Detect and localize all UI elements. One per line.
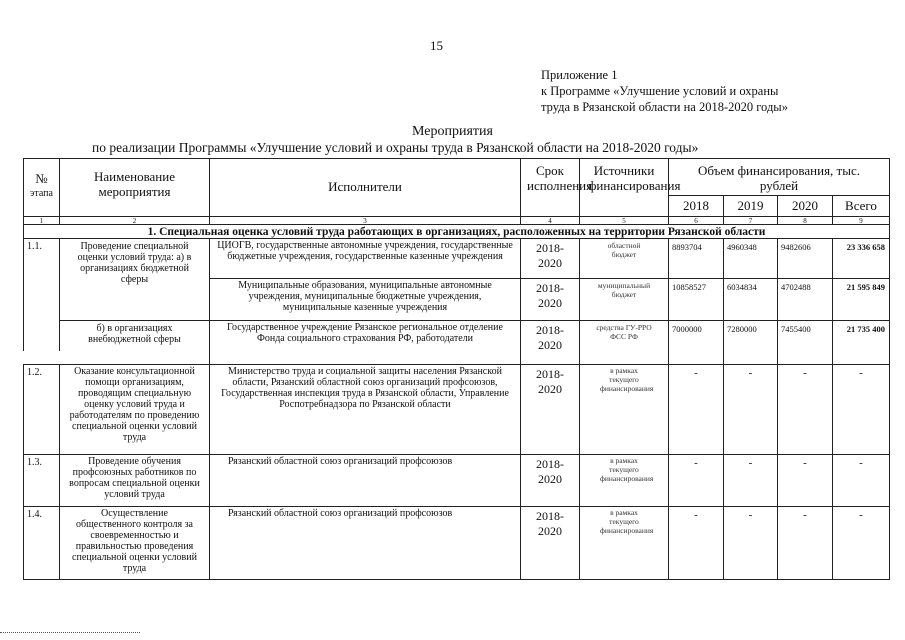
row-1-1-mun-2019: 6034834 <box>724 278 778 320</box>
appendix-note <box>541 67 871 115</box>
row-1-3-2019: - <box>724 454 778 506</box>
header-funding: Объем финансирования, тыс. рублей <box>669 158 890 195</box>
row-1-3-executor: Рязанский областной союз организаций профсоюзов <box>210 454 521 506</box>
row-1-1-mun-2020: 4702488 <box>778 278 833 320</box>
row-1-2-no: 1.2. <box>23 364 60 454</box>
row-1-1-mun-source: муниципальный бюджет <box>580 278 669 320</box>
row-1-1b-total: 21 735 400 <box>833 320 890 364</box>
colnum-6: 6 <box>669 216 724 224</box>
section-heading: 1. Специальная оценка условий труда работающих в организациях, расположенных на территории Рязанской области <box>23 224 890 238</box>
document-subtitle: по реализации Программы «Улучшение условий и охраны труда в Рязанской области на 2018-2020 годы» <box>92 140 699 155</box>
row-1-1b-term: 2018-2020 <box>521 320 580 364</box>
colnum-1: 1 <box>23 216 60 224</box>
row-1-1b-2018: 7000000 <box>669 320 724 364</box>
appendix-line-3: труда в Рязанской области на 2018-2020 годы» <box>541 100 788 114</box>
row-1-4-source: в рамках текущего финансирования <box>580 506 669 580</box>
row-1-1b-name: б) в организациях внебюджетной сферы <box>60 320 210 364</box>
measures-table <box>23 158 890 580</box>
row-1-2-source: в рамках текущего финансирования <box>580 364 669 454</box>
header-2019: 2019 <box>724 195 778 216</box>
row-1-1-2019: 4960348 <box>724 238 778 278</box>
row-1-3-2020: - <box>778 454 833 506</box>
header-no-label: № <box>35 171 48 186</box>
row-1-2-total: - <box>833 364 890 454</box>
row-1-1b-source: средства ГУ-РРО ФСС РФ <box>580 320 669 364</box>
row-1-3-source: в рамках текущего финансирования <box>580 454 669 506</box>
header-no-sub: этапа <box>30 188 53 199</box>
row-1-3-name: Проведение обучения профсоюзных работников по вопросам специальной оценки условий труда <box>60 454 210 506</box>
row-1-2-2019: - <box>724 364 778 454</box>
header-sources: Источники финансирования <box>580 158 669 216</box>
row-1-3-no: 1.3. <box>23 454 60 506</box>
colnum-4: 4 <box>521 216 580 224</box>
row-1-4-executor: Рязанский областной союз организаций профсоюзов <box>210 506 521 580</box>
row-1-1-total: 23 336 658 <box>833 238 890 278</box>
row-1-1-mun-executor: Муниципальные образования, муниципальные автономные учреждения, муниципальные бюджетные учреждения, муниципальные казенные учреждения <box>210 278 521 320</box>
row-1-1-name: Проведение специальной оценки условий труда: а) в организациях бюджетной сферы <box>60 238 210 320</box>
row-1-1-source: областной бюджет <box>580 238 669 278</box>
appendix-line-1: Приложение 1 <box>541 68 618 82</box>
row-1-1-2018: 8893704 <box>669 238 724 278</box>
appendix-line-2: к Программе «Улучшение условий и охраны <box>541 84 779 98</box>
row-1-3-2018: - <box>669 454 724 506</box>
colnum-7: 7 <box>724 216 778 224</box>
colnum-9: 9 <box>833 216 890 224</box>
header-total: Всего <box>833 195 890 216</box>
row-1-4-term: 2018-2020 <box>521 506 580 580</box>
colnum-8: 8 <box>778 216 833 224</box>
row-1-4-2020: - <box>778 506 833 580</box>
colnum-3: 3 <box>210 216 521 224</box>
row-1-1-2020: 9482606 <box>778 238 833 278</box>
colnum-5: 5 <box>580 216 669 224</box>
row-1-2-2020: - <box>778 364 833 454</box>
scan-footer-mark <box>0 632 140 635</box>
row-1-1-no: 1.1. <box>23 238 60 351</box>
header-2020: 2020 <box>778 195 833 216</box>
row-1-2-executor: Министерство труда и социальной защиты населения Рязанской области, Рязанский областной союз организаций профсоюзов, Государственная инспекция труда в Рязанской области, Управление Роспотребнадзора по Рязанской области <box>210 364 521 454</box>
row-1-4-2019: - <box>724 506 778 580</box>
row-1-1b-2019: 7280000 <box>724 320 778 364</box>
row-1-1-mun-term: 2018-2020 <box>521 278 580 320</box>
row-1-2-name: Оказание консультационной помощи организациям, проводящим специальную оценку условий труда и работодателям по проведению специальной оценки условий труда <box>60 364 210 454</box>
row-1-4-no: 1.4. <box>23 506 60 580</box>
row-1-3-total: - <box>833 454 890 506</box>
row-1-4-name: Осуществление общественного контроля за своевременностью и правильностью проведения специальной оценки условий труда <box>60 506 210 580</box>
document-title: Мероприятия <box>412 124 493 139</box>
row-1-1b-2020: 7455400 <box>778 320 833 364</box>
header-no <box>23 158 60 216</box>
row-1-4-2018: - <box>669 506 724 580</box>
row-1-2-term: 2018-2020 <box>521 364 580 454</box>
row-1-2-2018: - <box>669 364 724 454</box>
row-1-1-executor: ЦИОГВ, государственные автономные учреждения, государственные бюджетные учреждения, государственные казенные учреждения <box>210 238 521 278</box>
page-number: 15 <box>430 38 443 53</box>
row-1-4-total: - <box>833 506 890 580</box>
header-executors: Исполнители <box>210 158 521 216</box>
header-term: Срок исполнения <box>521 158 580 216</box>
row-1-1-mun-total: 21 595 849 <box>833 278 890 320</box>
row-1-1-mun-2018: 10858527 <box>669 278 724 320</box>
row-1-1b-executor: Государственное учреждение Рязанское региональное отделение Фонда социального страхования РФ, работодатели <box>210 320 521 364</box>
header-2018: 2018 <box>669 195 724 216</box>
colnum-2: 2 <box>60 216 210 224</box>
row-1-1-term: 2018-2020 <box>521 238 580 278</box>
row-1-3-term: 2018-2020 <box>521 454 580 506</box>
header-name: Наименование мероприятия <box>60 158 210 216</box>
